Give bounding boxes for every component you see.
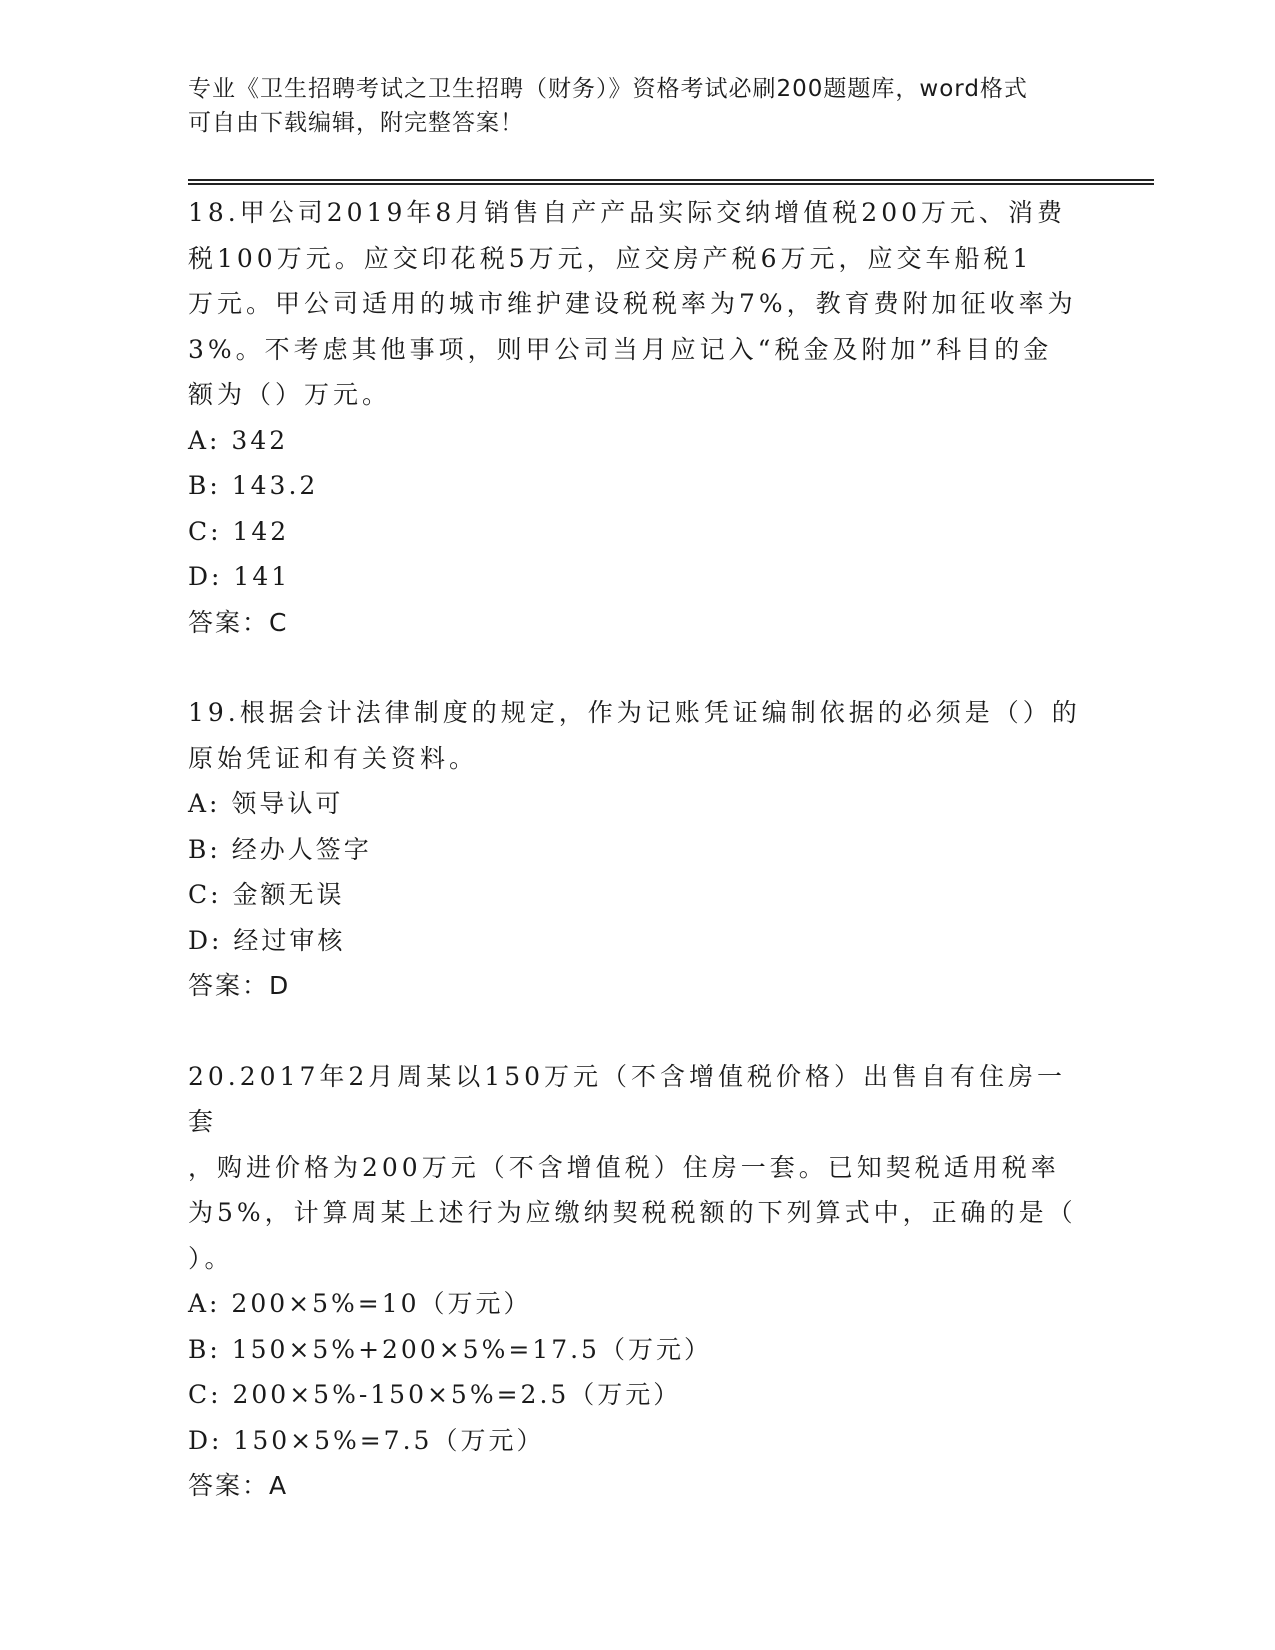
answer-label: 答案：D xyxy=(188,971,291,1000)
question-spacer xyxy=(188,645,1088,690)
option-b: B: 143.2 xyxy=(188,471,319,500)
header-line-1: 专业《卫生招聘考试之卫生招聘（财务）》资格考试必刷200题题库，word格式 xyxy=(188,76,1028,102)
header-divider-top xyxy=(188,179,1154,181)
option-a: A: 200×5%=10（万元） xyxy=(188,1289,532,1318)
option-c: C: 金额无误 xyxy=(188,880,345,909)
header-line-2: 可自由下载编辑，附完整答案！ xyxy=(188,110,524,136)
question-list xyxy=(188,190,1088,1509)
option-d: D: 经过审核 xyxy=(188,925,346,955)
option-d: D: 141 xyxy=(188,562,291,591)
option-c: C: 142 xyxy=(188,516,290,546)
option-b: B: 经办人签字 xyxy=(188,834,372,864)
header-divider-bottom xyxy=(188,183,1154,185)
answer-label: 答案：C xyxy=(188,607,289,637)
option-a: A: 领导认可 xyxy=(188,789,344,818)
question-text-line: 额为（）万元。 xyxy=(188,380,392,409)
question-text-line: ，购进价格为200万元（不含增值税）住房一套。已知契税适用税率 xyxy=(188,1152,1060,1182)
question-text-line: 3%。不考虑其他事项，则甲公司当月应记入“税金及附加”科目的金 xyxy=(188,334,1053,364)
question-20 xyxy=(188,1054,1088,1509)
document-header xyxy=(188,72,1088,140)
question-text-line: 19.根据会计法律制度的规定，作为记账凭证编制依据的必须是（）的 xyxy=(188,698,1081,727)
question-text-line: ）。 xyxy=(188,1243,234,1273)
option-b: B: 150×5%+200×5%=17.5（万元） xyxy=(188,1334,712,1364)
option-a: A: 342 xyxy=(188,425,289,455)
question-text-line: 18.甲公司2019年8月销售自产产品实际交纳增值税200万元、消费 xyxy=(188,198,1067,227)
question-text-line: 原始凭证和有关资料。 xyxy=(188,743,479,773)
question-18 xyxy=(188,190,1088,645)
option-c: C: 200×5%-150×5%=2.5（万元） xyxy=(188,1380,682,1409)
answer-label: 答案：A xyxy=(188,1471,289,1500)
option-d: D: 150×5%=7.5（万元） xyxy=(188,1425,545,1455)
question-text-line: 万元。甲公司适用的城市维护建设税税率为7%，教育费附加征收率为 xyxy=(188,289,1077,318)
question-19 xyxy=(188,690,1088,1009)
question-spacer xyxy=(188,1009,1088,1054)
question-text-line: 20.2017年2月周某以150万元（不含增值税价格）出售自有住房一套 xyxy=(188,1061,1067,1136)
question-text-line: 税100万元。应交印花税5万元，应交房产税6万元，应交车船税1 xyxy=(188,243,1033,273)
question-text-line: 为5%，计算周某上述行为应缴纳契税税额的下列算式中，正确的是（ xyxy=(188,1198,1077,1227)
